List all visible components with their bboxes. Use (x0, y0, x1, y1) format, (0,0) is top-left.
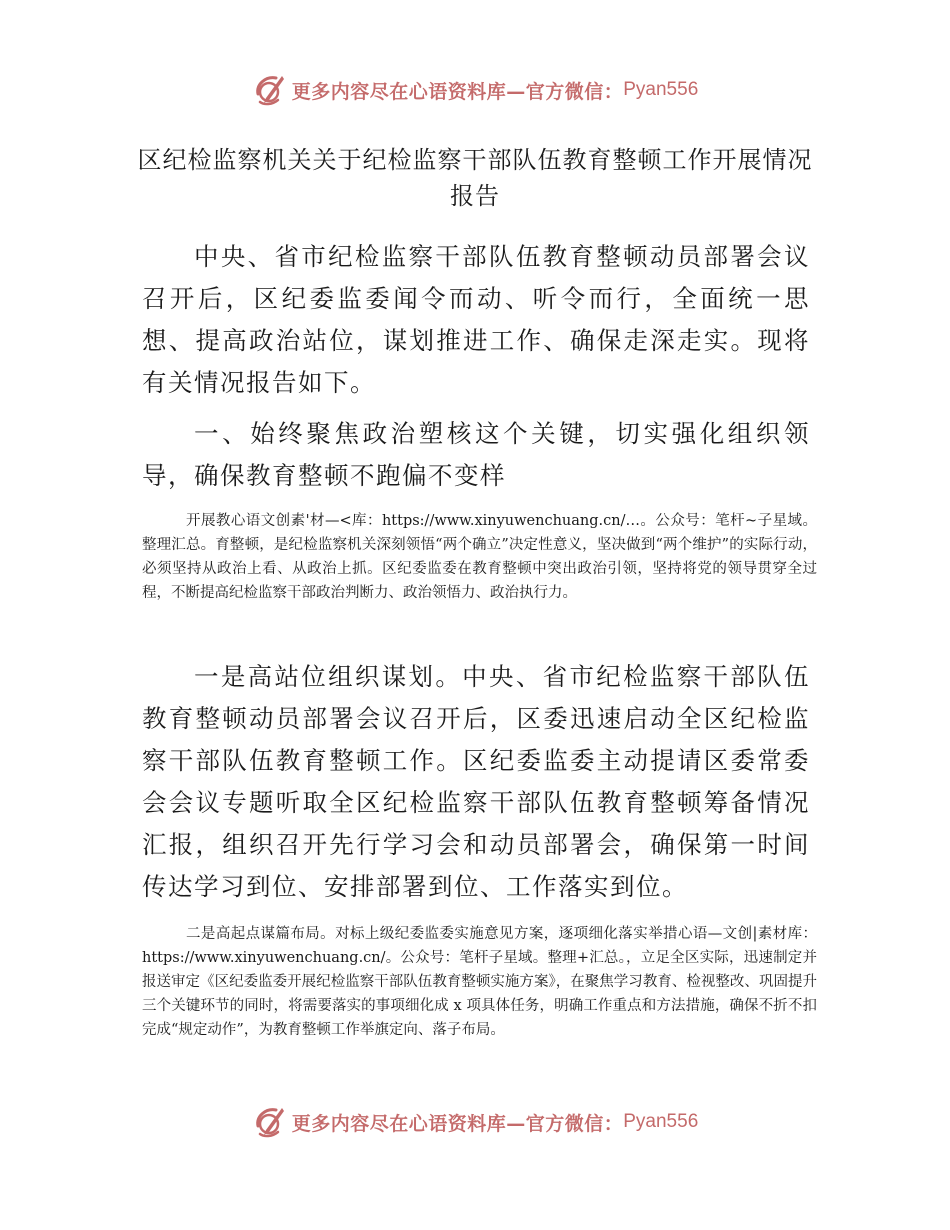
body-paragraph-1: 一是高站位组织谋划。中央、省市纪检监察干部队伍教育整顿动员部署会议召开后，区委迅速启动全区纪检监察干部队伍教育整顿工作。区纪委监委主动提请区委常委会会议专题听取全区纪检监察干部队伍教育整顿筹备情况汇报，组织召开先行学习会和动员部署会，确保第一时间传达学习到位、安排部署到位、工作落实到位。 (142, 662, 810, 901)
section-heading-1: 一、始终聚焦政治塑核这个关键，切实强化组织领导，确保教育整顿不跑偏不变样 (142, 419, 810, 490)
intro-paragraph: 中央、省市纪检监察干部队伍教育整顿动员部署会议召开后，区纪委监委闻令而动、听令而行，全面统一思想、提高政治站位，谋划推进工作、确保走深走实。现将有关情况报告如下。 (142, 242, 810, 397)
document-title (110, 142, 840, 214)
small-paragraph-1: 开展教心语文创素'材—<库：https://www.xinyuwenchuang.cn/…。公众号：笔杆~子星域。整理汇总。育整顿，是纪检监察机关深刻领悟“两个确立”决定性意义，坚决做到“两个维护”的实际行动，必须坚持从政治上看、从政治上抓。区纪委监委在教育整顿中突出政治引领，坚持将党的领导贯穿全过程，不断提高纪检监察干部政治判断力、政治领悟力、政治执行力。 (142, 513, 817, 601)
title-line-2: 报告 (450, 182, 500, 210)
title-line-1: 区纪检监察机关关于纪检监察干部队伍教育整顿工作开展情况 (137, 146, 813, 174)
banner-slogan: 更多内容尽在心语资料库—官方微信： (291, 80, 624, 103)
banner-wechat-handle: Pyan556 (623, 1111, 699, 1132)
header-banner (0, 70, 950, 110)
quill-logo-icon (252, 72, 288, 108)
footer-banner (0, 1102, 950, 1142)
banner-wechat-handle: Pyan556 (623, 79, 699, 100)
small-paragraph-2: 二是高起点谋篇布局。对标上级纪委监委实施意见方案，逐项细化落实举措心语—文创|素材库：https://www.xinyuwenchuang.cn/。公众号：笔杆子星域。整理+汇总。，立足全区实际，迅速制定并报送审定《区纪委监委开展纪检监察干部队伍教育整顿实施方案》，在聚焦学习教育、检视整改、巩固提升三个关键环节的同时，将需要落实的事项细化成 x 项具体任务，明确工作重点和方法措施，确保不折不扣完成“规定动作”，为教育整顿工作举旗定向、落子布局。 (142, 926, 817, 1038)
quill-logo-icon (252, 1104, 288, 1140)
banner-slogan: 更多内容尽在心语资料库—官方微信： (291, 1112, 624, 1135)
